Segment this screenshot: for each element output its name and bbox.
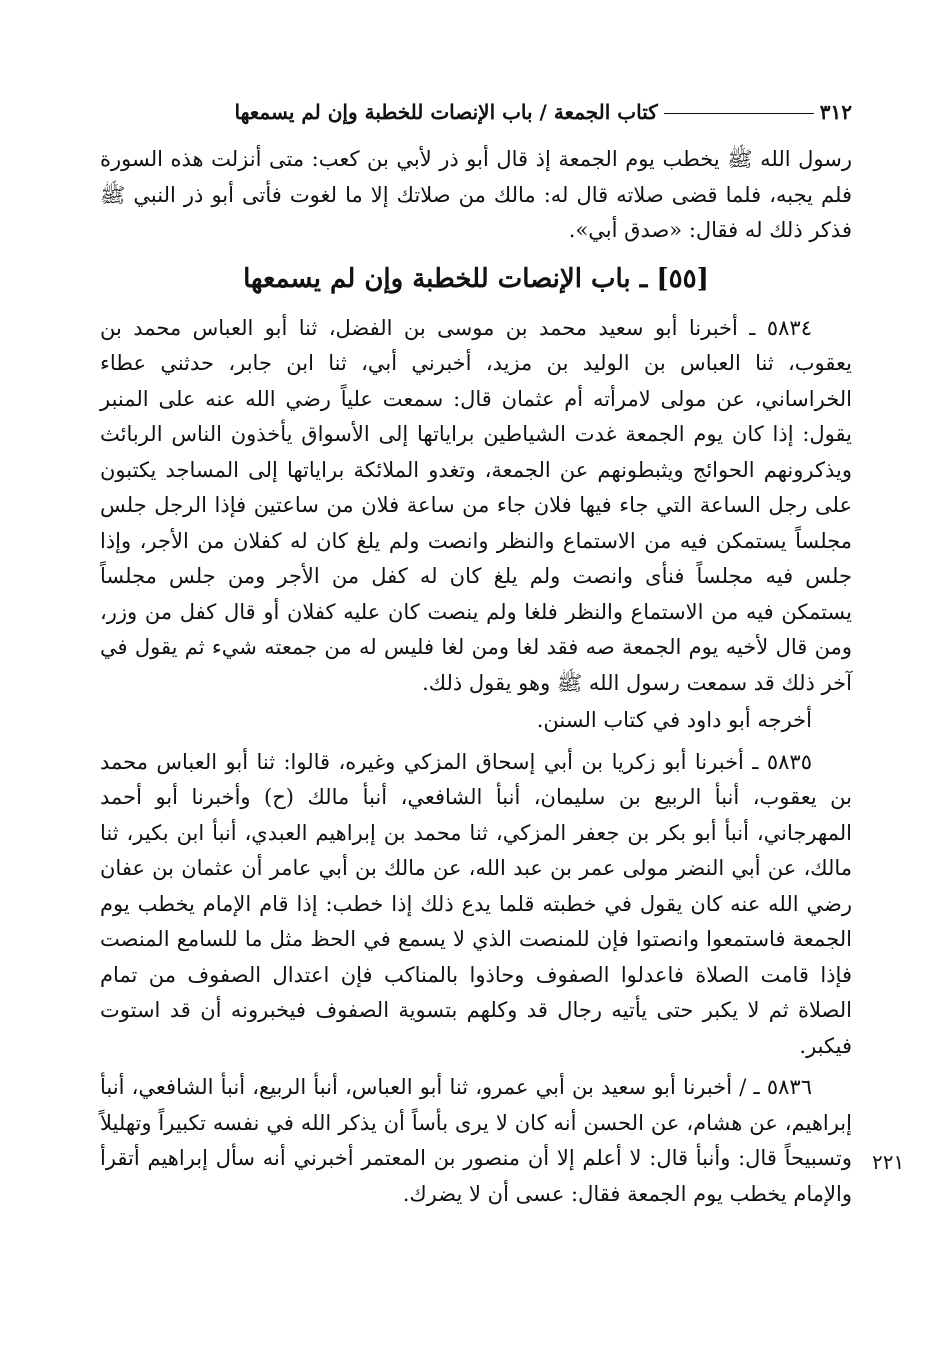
hadith-5836: ٥٨٣٦ ـ / أخبرنا أبو سعيد بن أبي عمرو، ثنا أبو العباس، أنبأ الربيع، أنبأ الشافعي، أنبأ إبراهيم، عن هشام، عن الحسن أنه كان لا يرى بأساً أن يذكر الله في نفسه تكبيراً وتهليلاً وتسبيحاً قال: وأنبأ قال: لا أعلم إلا أن منصور بن المعتمر أخبرني أنه سأل إبراهيم أتقرأ والإمام يخطب يوم الجمعة فقال: عسى أن لا يضرك. <box>100 1075 852 1206</box>
page-number: ٣١٢ <box>819 100 852 124</box>
running-header <box>100 84 852 124</box>
margin-page-reference: ٢٢١ <box>872 1150 905 1174</box>
hadith-5834: ٥٨٣٤ ـ أخبرنا أبو سعيد محمد بن موسى بن الفضل، ثنا أبو العباس محمد بن يعقوب، ثنا العباس بن الوليد بن مزيد، أخبرني أبي، ثنا ابن جابر، حدثني عطاء الخراساني، عن مولى لامرأته أم عثمان قال: سمعت علياً رضي الله عنه على المنبر يقول: إذا كان يوم الجمعة غدت الشياطين براياتها إلى الأسواق يأخذون الناس الربائث ويذكرونهم الحوائج ويثبطونهم عن الجمعة، وتغدو الملائكة براياتها إلى المساجد يكتبون على رجل الساعة التي جاء فيها فلان جاء من ساعة فلان من ساعتين فإذا الرجل جلس مجلساً يستمكن فيه من الاستماع والنظر وانصت ولم يلغ كان له كفلان من الأجر، وإذا جلس فيه مجلساً فنأى وانصت ولم يلغ كان له كفل من الأجر ومن جلس مجلساً يستمكن فيه من الاستماع والنظر فلغا ولم ينصت كان عليه كفلان أو قال كفل من وزر، ومن قال لأخيه يوم الجمعة صه فقد لغا ومن لغا فليس له من جمعته شيء ثم يقول في آخر ذلك قد سمعت رسول الله ﷺ وهو يقول ذلك. <box>100 315 852 695</box>
running-title: كتاب الجمعة / باب الإنصات للخطبة وإن لم يسمعها <box>234 100 658 124</box>
chapter-heading: [٥٥] ـ باب الإنصات للخطبة وإن لم يسمعها <box>243 263 709 294</box>
attribution-5834: أخرجه أبو داود في كتاب السنن. <box>536 708 812 732</box>
hadith-5835: ٥٨٣٥ ـ أخبرنا أبو زكريا بن أبي إسحاق المزكي وغيره، قالوا: ثنا أبو العباس محمد بن يعقوب، أنبأ الربيع بن سليمان، أنبأ الشافعي، أنبأ مالك (ح) وأخبرنا أبو أحمد المهرجاني، أنبأ أبو بكر بن جعفر المزكي، ثنا محمد بن إبراهيم العبدي، أنبأ ابن بكير، ثنا مالك، عن أبي النضر مولى عمر بن عبد الله، عن مالك بن أبي عامر أن عثمان بن عفان رضي الله عنه كان يقول في خطبته قلما يدع ذلك إذا خطب: إذا قام الإمام يخطب يوم الجمعة فاستمعوا وانصتوا فإن للمنصت الذي لا يسمع في الحظ مثل ما للسامع المنصت فإذا قامت الصلاة فاعدلوا الصفوف وحاذوا بالمناكب فإن اعتدال الصفوف من تمام الصلاة ثم لا يكبر حتى يأتيه رجال قد وكلهم بتسوية الصفوف فيخبرونه أن قد استوت فيكبر. <box>100 749 852 1058</box>
header-rule <box>664 113 814 114</box>
main-text <box>100 142 852 1212</box>
intro-paragraph: رسول الله ﷺ يخطب يوم الجمعة إذ قال أبو ذر لأبي بن كعب: متى أنزلت هذه السورة فلم يجبه، فلما قضى صلاته قال له: مالك من صلاتك إلا ما لغوت فأتى أبو ذر النبي ﷺ فذكر ذلك له فقال: «صدق أبي». <box>100 147 852 242</box>
